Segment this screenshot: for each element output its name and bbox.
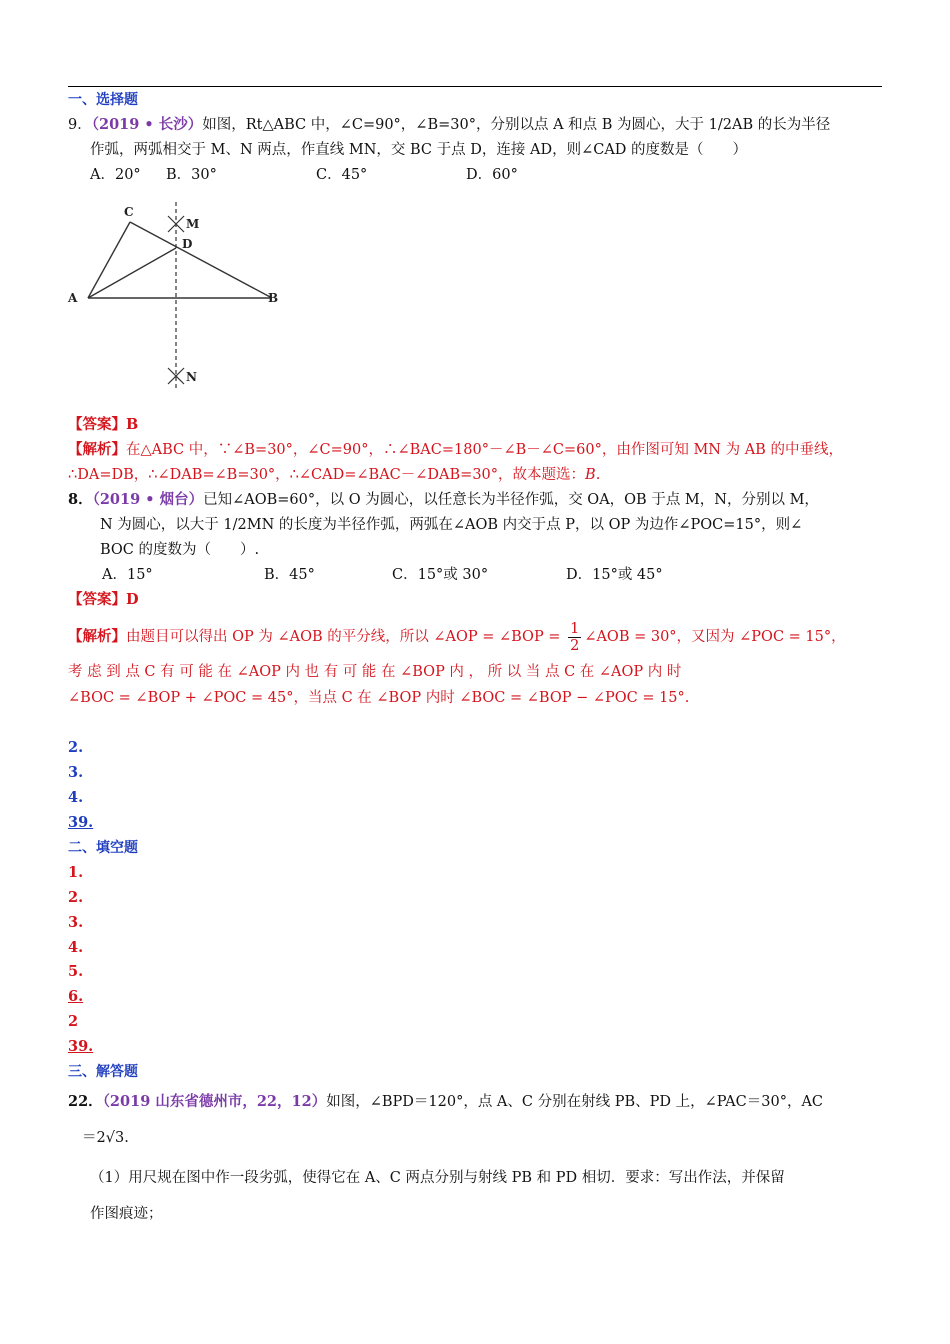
fraction-one-half [568,621,581,654]
q8-option-a: A．15° [102,567,153,583]
q9-stem-line1 [68,115,830,135]
triangle-figure [60,200,300,400]
list2-item: 39. [68,1038,94,1055]
q9-option-b: B．30° [166,167,217,183]
list1-item: 3. [68,764,84,781]
q8-stem1: 已知∠AOB=60°，以 O 为圆心，以任意长为半径作弧，交 OA，OB 于点 M，N，分别以 M， [203,492,819,508]
q9-stem2: 作弧，两弧相交于 M、N 两点，作直线 MN，交 BC 于点 D，连接 AD，则∠CAD 的度数是（ ） [90,142,748,158]
list1-item: 4. [68,789,84,806]
list2-item: 4. [68,939,84,956]
fraction-numerator: 1 [570,620,580,637]
list2-item: 2 [68,1013,79,1030]
q9-analysis2a: ∴DA=DB，∴∠DAB=∠B=30°，∴∠CAD=∠BAC－∠DAB=30°，故本题选： [68,467,586,483]
list2-item: 3. [68,914,84,931]
label-m: M [186,217,200,231]
q22-source: （2019 山东省德州市，22，12） [102,1093,327,1110]
q9-analysis2b: B [585,467,596,483]
q8-stem-line1 [68,490,819,510]
q9-option-c: C．45° [316,167,368,183]
top-rule [68,86,882,87]
q9-analysis2c: . [595,467,601,483]
q8-answer-value: D [126,591,139,608]
q22-stem1: 如图，∠BPD＝120°，点 A、C 分别在射线 PB、PD 上，∠PAC＝30°，AC [326,1094,824,1110]
q8-analysis-line3: ∠BOC = ∠BOP + ∠POC = 45°，当点 C 在 ∠BOP 内时 ∠BOC = ∠BOP − ∠POC = 15°. [68,690,690,706]
q22-part1-line1: （1）用尺规在图中作一段劣弧，使得它在 A、C 两点分别与射线 PB 和 PD 相切．要求：写出作法，并保留 [90,1170,785,1186]
list1-item: 2. [68,739,84,756]
section-heading-solve: 三、解答题 [68,1064,138,1080]
q8-stem3: BOC 的度数为（ ）. [100,542,260,558]
q8-analysis-part2: ∠AOB = 30°，又因为 ∠POC = 15°， [584,629,846,645]
q22-stem-line1 [68,1092,823,1112]
list2-item: 6. [68,988,84,1005]
list2-item: 1. [68,864,84,881]
list1-item: 39. [68,814,94,831]
fraction-denominator: 2 [570,637,580,654]
label-d: D [182,237,193,251]
q22-part1-line2: 作图痕迹； [90,1206,163,1222]
q9-number: 9． [68,117,92,133]
q8-analysis-line2: 考 虑 到 点 C 有 可 能 在 ∠AOP 内 也 有 可 能 在 ∠BOP 内 ， 所 以 当 点 C 在 ∠AOP 内 时 [68,664,682,680]
q8-analysis-part1: 由题目可以得出 OP 为 ∠AOB 的平分线，所以 ∠AOP = ∠BOP = [126,629,566,645]
q9-analysis-label: 【解析】 [68,442,126,458]
list2-item: 2. [68,889,84,906]
q9-answer-value: B [126,416,139,433]
q8-options [102,565,663,585]
q8-analysis-line1 [68,620,846,654]
section-heading-choice: 一、选择题 [68,92,138,108]
q8-number: 8． [68,491,93,508]
section-heading-fill: 二、填空题 [68,840,138,856]
q9-source: （2019 • 长沙） [91,116,203,133]
q9-analysis-line2 [68,465,600,485]
q8-answer-label: 【答案】 [68,592,126,608]
label-b: B [268,291,279,305]
label-a: A [68,291,78,305]
q8-option-d: D．15°或 45° [566,567,663,583]
q9-options [90,165,518,185]
q9-option-d: D．60° [466,167,518,183]
q9-answer [68,415,138,435]
q22-number: 22． [68,1093,103,1110]
q8-option-c: C．15°或 30° [392,567,489,583]
label-c: C [124,205,134,219]
q8-stem2: N 为圆心，以大于 1/2MN 的长度为半径作弧，两弧在∠AOB 内交于点 P，以 OP 为边作∠POC=15°，则∠ [100,517,803,533]
q9-stem1: 如图，Rt△ABC 中，∠C=90°，∠B=30°，分别以点 A 和点 B 为圆心，大于 1/2AB 的长为半径 [202,117,831,133]
q22-stem2: ＝2√3. [82,1130,129,1146]
q9-analysis1: 在△ABC 中，∵∠B=30°，∠C=90°，∴∠BAC=180°－∠B－∠C=60°，由作图可知 MN 为 AB 的中垂线， [126,442,843,458]
q9-analysis-line1 [68,440,843,460]
q9-answer-label: 【答案】 [68,417,126,433]
q8-option-b: B．45° [264,567,315,583]
q8-source: （2019 • 烟台） [92,491,204,508]
q8-analysis-label: 【解析】 [68,629,126,645]
label-n: N [186,370,197,384]
q8-answer [68,590,139,610]
q9-option-a: A．20° [90,167,141,183]
list2-item: 5. [68,963,84,980]
